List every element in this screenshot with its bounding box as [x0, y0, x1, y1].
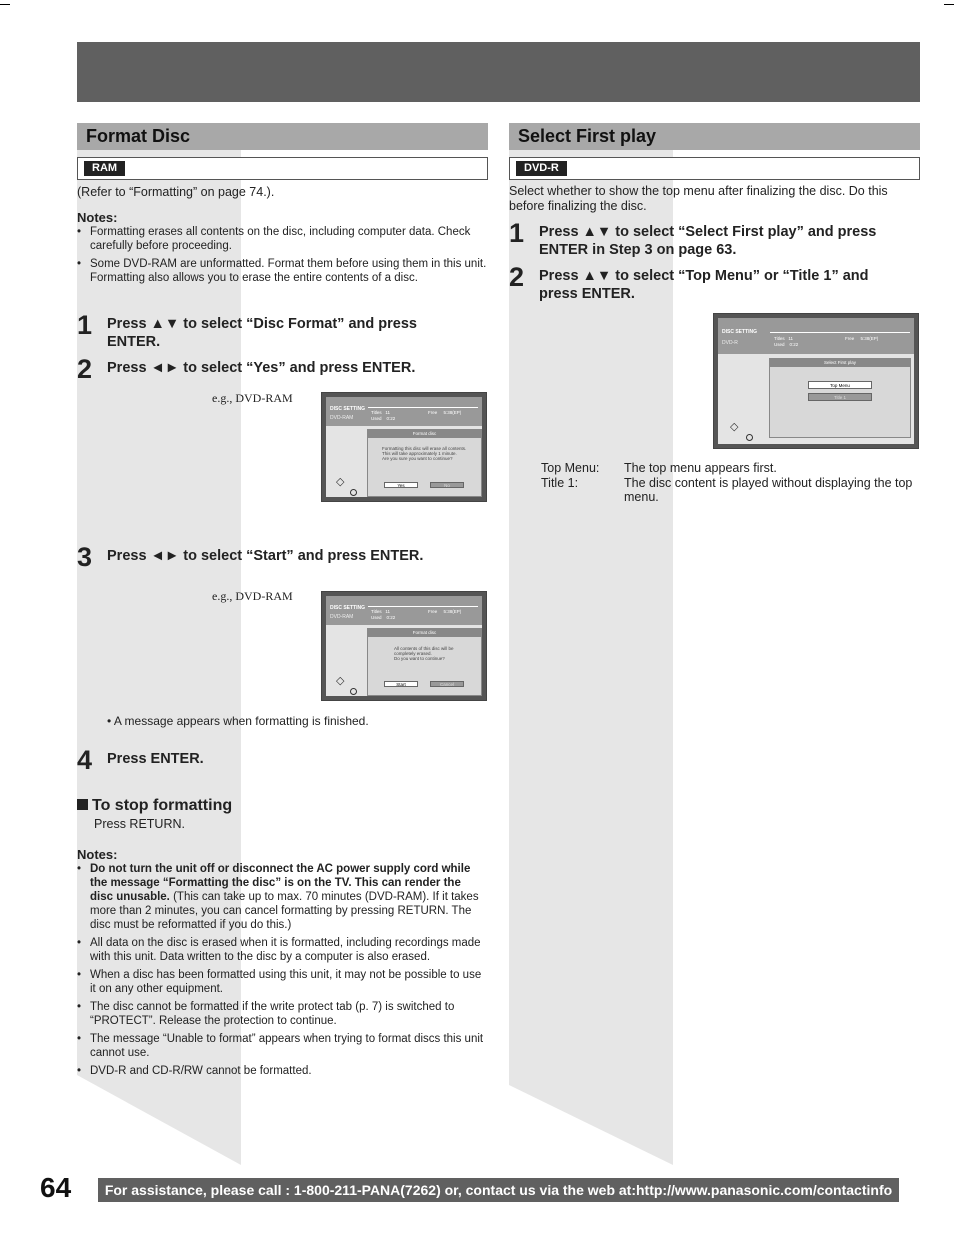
screen-title: DISC SETTING [330, 605, 366, 611]
example-label: e.g., DVD-RAM [212, 589, 293, 603]
dialog-title: Select First play [770, 359, 910, 367]
return-icon [746, 434, 753, 441]
step-text: Press ▲▼ to select “Disc Format” and press ENTER. [107, 316, 417, 350]
ram-tag: RAM [84, 161, 125, 176]
intro-text: Select whether to show the top menu after finalizing the disc. Do this before finalizing the disc. [509, 184, 888, 213]
after-step3-note: • A message appears when formatting is finished. [107, 714, 369, 728]
desc-value: The disc content is played without displaying the top menu. [624, 476, 913, 504]
screen-stats: Titles 11 Used 0:22 [371, 609, 396, 620]
desc-key: Title 1: [541, 476, 579, 490]
screen-disc: DVD-RAM [330, 415, 354, 421]
dvdr-tag-box [509, 157, 920, 180]
dvdr-tag: DVD-R [516, 161, 567, 176]
top-menu-option[interactable]: Top Menu [808, 381, 872, 389]
tv-screen-format-confirm [321, 392, 487, 502]
return-icon [350, 489, 357, 496]
tv-screen-select-first-play [713, 313, 919, 449]
desc-key: Top Menu: [541, 461, 600, 475]
note-item: • When a disc has been formatted using this unit, it may not be possible to use it on any other equipment. [77, 968, 487, 996]
screen-disc: DVD-RAM [330, 614, 354, 620]
crop-mark [0, 4, 10, 5]
screen-free: Free 5:38(EP) [428, 410, 462, 415]
note-item: • DVD-R and CD-R/RW cannot be formatted. [77, 1064, 487, 1078]
dialog-message: All contents of this disc will be completely erased. Do you want to continue? [394, 646, 454, 661]
screen-free: Free 5:38(EP) [428, 609, 462, 614]
stop-text: Press RETURN. [94, 817, 185, 831]
notes-title: Notes: [77, 847, 118, 862]
square-bullet-icon [77, 799, 88, 810]
remote-dpad-icon: ◇ [336, 476, 345, 488]
note-item [77, 862, 487, 932]
desc-value: The top menu appears first. [624, 461, 777, 475]
stop-formatting-heading [77, 797, 232, 815]
step-text: Press ▲▼ to select “Select First play” and press ENTER in Step 3 on page 63. [539, 224, 877, 258]
dialog-title: Format disc [368, 430, 481, 438]
start-button[interactable]: Start [384, 681, 418, 687]
screen-free: Free 5:38(EP) [845, 336, 879, 341]
header-bar [77, 42, 920, 102]
step-number: 1 [77, 310, 93, 340]
format-dialog [367, 429, 482, 497]
notes-title: Notes: [77, 210, 118, 225]
format-dialog [367, 628, 482, 696]
step-text: Press ◄► to select “Yes” and press ENTER. [107, 360, 416, 376]
first-play-dialog [769, 358, 911, 438]
remote-dpad-icon: ◇ [336, 675, 345, 687]
step-number: 4 [77, 745, 93, 775]
cancel-button[interactable]: Cancel [430, 681, 464, 687]
note-item: • The message “Unable to format” appears when trying to format discs this unit cannot use. [77, 1032, 487, 1060]
tv-screen-format-start [321, 591, 487, 701]
ram-tag-box [77, 157, 488, 180]
note-item: • Formatting erases all contents on the disc, including computer data. Check carefully before proceeding. [77, 225, 487, 253]
crop-mark [944, 4, 954, 5]
refer-text: (Refer to “Formatting” on page 74.). [77, 185, 275, 199]
no-button[interactable]: No [430, 482, 464, 488]
screen-stats: Titles 11 Used 0:22 [774, 336, 799, 347]
stop-title: To stop formatting [92, 797, 233, 814]
yes-button[interactable]: Yes [384, 482, 418, 488]
step-number: 3 [77, 542, 93, 572]
note-item: • The disc cannot be formatted if the write protect tab (p. 7) is switched to “PROTECT”. Release the protection to continue. [77, 1000, 487, 1028]
step-text: Press ◄► to select “Start” and press ENTER. [107, 548, 424, 564]
note-bold: Do not turn the unit off or disconnect the AC power supply cord while the message “Formatting the disc” is on the TV. This can render the disc unusable. [90, 863, 471, 903]
format-disc-title: Format Disc [77, 123, 488, 150]
dialog-title: Format disc [368, 629, 481, 637]
return-icon [350, 688, 357, 695]
notes-list-2 [77, 862, 487, 1082]
note-item: • All data on the disc is erased when it is formatted, including recordings made with this unit. Data written to the disc by a computer is also erased. [77, 936, 487, 964]
screen-stats: Titles 11 Used 0:22 [371, 410, 396, 421]
select-first-play-title: Select First play [509, 123, 920, 150]
step-number: 2 [509, 262, 525, 292]
dialog-message: Formatting this disc will erase all contents. This will take approximately 1 minute. Are you sure you want to continue? [382, 446, 467, 461]
screen-title: DISC SETTING [722, 329, 758, 335]
example-label: e.g., DVD-RAM [212, 391, 293, 405]
step-text: Press ENTER. [107, 751, 204, 767]
page-number: 64 [40, 1172, 72, 1203]
step-number: 1 [509, 218, 525, 248]
notes-list [77, 225, 487, 289]
title1-option[interactable]: Title 1 [808, 393, 872, 401]
screen-title: DISC SETTING [330, 406, 366, 412]
assistance-bar: For assistance, please call : 1-800-211-PANA(7262) or, contact us via the web at:http://www.panasonic.com/contactinfo [98, 1178, 899, 1202]
screen-disc: DVD-R [722, 340, 738, 346]
note-item: • Some DVD-RAM are unformatted. Format them before using them in this unit. Formatting also allows you to erase the entire contents of a disc. [77, 257, 487, 285]
note-rest: (This can take up to max. 70 minutes (DVD-RAM). If it takes more than 2 minutes, you can cancel formatting by pressing RETURN. The disc must be reformatted if you do this.) [90, 891, 479, 931]
step-text: Press ▲▼ to select “Top Menu” or “Title 1” and press ENTER. [539, 268, 869, 302]
step-number: 2 [77, 354, 93, 384]
remote-dpad-icon: ◇ [730, 421, 739, 433]
